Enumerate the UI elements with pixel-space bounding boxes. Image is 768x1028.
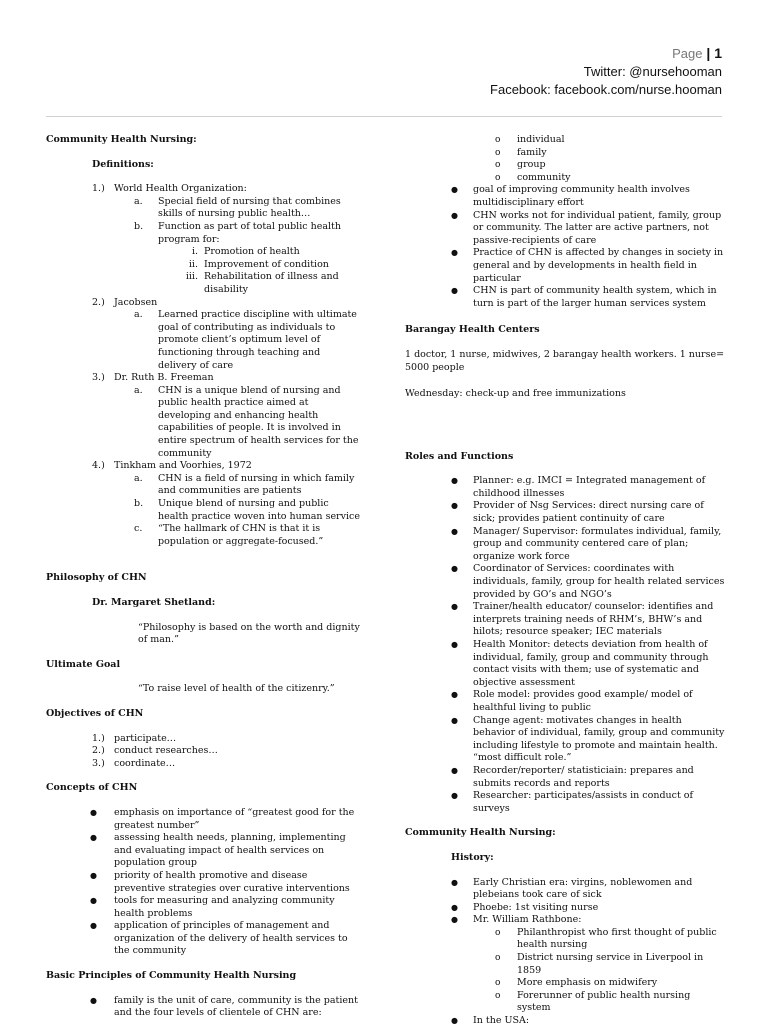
role-item: ● Recorder/reporter/ statisticiain: prepares and submits records and reports [451, 764, 694, 789]
twitter-handle: Twitter: @nursehooman [583, 64, 722, 79]
bullet-icon: ● [451, 1016, 458, 1026]
definition-item: a. Special field of nursing that combines skills of nursing public health… [134, 195, 341, 220]
bullet-icon: ● [451, 915, 458, 925]
definition-source: 1.) World Health Organization: [92, 183, 247, 195]
section-title: Community Health Nursing: [46, 134, 197, 145]
principles-title: Basic Principles of Community Health Nursing [46, 970, 297, 982]
bullet-icon: ● [90, 995, 97, 1005]
circle-bullet-icon: o [495, 978, 501, 989]
circle-bullet-icon: o [495, 147, 501, 158]
rathbone-item: o Forerunner of public health nursing system [495, 989, 691, 1014]
page-number: 1 [714, 45, 722, 61]
circle-bullet-icon: o [495, 135, 501, 145]
bullet-icon: ● [451, 185, 458, 195]
rathbone-item: o Philanthropist who first thought of public health nursing [495, 926, 717, 951]
circle-bullet-icon: o [495, 927, 501, 938]
bullet-icon: ● [451, 602, 458, 612]
role-item: ● Role model: provides good example/ model of healthful living to public [451, 689, 693, 713]
bullet-icon: ● [451, 902, 458, 912]
role-item: ● Manager/ Supervisor: formulates individual, family, group and community centered care of plan; organize work force [451, 525, 722, 562]
concept-item: ● assessing health needs, planning, implementing and evaluating impact of health services on population group [90, 832, 346, 869]
bullet-icon: ● [451, 690, 458, 700]
page-number-line [490, 44, 722, 63]
objective-item: 2.) conduct researches… [92, 745, 218, 757]
bullet-icon: ● [451, 248, 458, 258]
header-divider [46, 116, 722, 117]
concept-item: ● priority of health promotive and disease preventive strategies over curative interventions [90, 869, 350, 894]
circle-bullet-icon: o [495, 172, 501, 183]
philosophy-quote: “Philosophy is based on the worth and dignity of man.” [138, 621, 360, 646]
bullet-icon: ● [90, 896, 97, 906]
concept-item: ● tools for measuring and analyzing community health problems [90, 895, 335, 919]
role-item: ● Researcher: participates/assists in conduct of surveys [451, 790, 694, 814]
role-item: ● Provider of Nsg Services: direct nursing care of sick; provides patient continuity of care [451, 500, 704, 525]
role-item: ● Health Monitor: detects deviation from health of individual, family, group and community through contact visits with them; use of systematic and objective assessment [451, 639, 709, 688]
definition-item: a. CHN is a unique blend of nursing and public health practice aimed at developing and enhancing health capabilities of people. It is involved in entire spectrum of health services for the community [134, 384, 359, 459]
bullet-icon: ● [451, 640, 458, 649]
definition-subitem: i. Promotion of health [191, 246, 300, 258]
bhc-title: Barangay Health Centers [405, 324, 540, 336]
definitions-label: Definitions: [92, 158, 154, 170]
circle-bullet-icon: o [495, 990, 501, 1001]
history-item: ● Mr. William Rathbone: [451, 914, 582, 926]
page-separator: | 1 [706, 45, 722, 61]
facebook-link: Facebook: facebook.com/nurse.hooman [490, 82, 722, 97]
definition-item: b. Function as part of total public health program for: [134, 220, 341, 245]
objective-item: 3.) coordinate… [92, 757, 176, 769]
left-column [46, 134, 360, 1020]
history-item: ● Early Christian era: virgins, noblewomen and plebeians took care of sick [451, 876, 693, 901]
definition-source: 3.) Dr. Ruth B. Freeman [92, 372, 214, 384]
principle-item: ● family is the unit of care, community is the patient and the four levels of clientele of CHN are: [90, 994, 358, 1019]
role-item: ● Planner: e.g. IMCI = Integrated management of childhood illnesses [451, 475, 706, 499]
chn-title: Community Health Nursing: [405, 827, 556, 839]
principle-item: ● Practice of CHN is affected by changes in society in general and by developments in health field in particular [451, 247, 724, 284]
circle-bullet-icon: o [495, 953, 501, 964]
role-item: ● Coordinator of Services: coordinates with individuals, family, group for health related services provided by GO’s and NGO’s [451, 563, 725, 600]
definition-item: b. Unique blend of nursing and public health practice woven into human service [134, 498, 360, 522]
principle-item: ● goal of improving community health involves multidisciplinary effort [451, 184, 690, 208]
bullet-icon: ● [90, 807, 97, 817]
definition-source: 4.) Tinkham and Voorhies, 1972 [92, 460, 252, 472]
concept-item: ● application of principles of management and organization of the delivery of health services to the community [90, 920, 348, 957]
rathbone-item: o More emphasis on midwifery [495, 977, 658, 989]
clientele-item: o family [495, 146, 547, 158]
history-label: History: [451, 851, 494, 863]
definition-subitem: iii. Rehabilitation of illness and disability [185, 271, 339, 295]
bullet-icon: ● [451, 564, 458, 574]
philosophy-title: Philosophy of CHN [46, 572, 147, 584]
bullet-icon: ● [451, 526, 458, 536]
circle-bullet-icon: o [495, 160, 501, 171]
role-item: ● Trainer/health educator/ counselor: identifies and interprets training needs of RHM’s, BHW’s and hilots; resource speaker; IEC materials [451, 601, 714, 638]
rathbone-item: o District nursing service in Liverpool in 1859 [495, 952, 704, 976]
definition-item: a. Learned practice discipline with ultimate goal of contributing as individuals to promote client’s optimum level of functioning through teaching and delivery of care [134, 309, 357, 371]
bhc-wednesday: Wednesday: check-up and free immunizations [405, 388, 626, 400]
definition-source: 2.) Jacobsen [92, 296, 158, 308]
clientele-item: o group [495, 159, 546, 171]
bullet-icon: ● [451, 791, 458, 801]
clientele-item: o individual [495, 134, 565, 145]
bullet-icon: ● [90, 870, 97, 880]
bullet-icon: ● [451, 286, 458, 296]
philosophy-author: Dr. Margaret Shetland: [92, 597, 216, 608]
role-item: ● Change agent: motivates changes in health behavior of individual, family, group and community including lifestyle to promote and maintain health. “most difficult role.” [451, 714, 725, 764]
history-item: ● In the USA: [451, 1015, 530, 1027]
page-label: Page [672, 46, 703, 61]
principle-item: ● CHN is part of community health system, which in turn is part of the larger human services system [451, 285, 717, 309]
concepts-title: Concepts of CHN [46, 782, 138, 794]
goal-quote: “To raise level of health of the citizenry.” [138, 683, 335, 695]
bullet-icon: ● [451, 715, 458, 725]
bullet-icon: ● [451, 476, 458, 486]
bullet-icon: ● [451, 877, 458, 887]
history-item: ● Phoebe: 1st visiting nurse [451, 901, 599, 913]
bullet-icon: ● [90, 833, 97, 843]
roles-title: Roles and Functions [405, 450, 514, 462]
principle-item: ● CHN works not for individual patient, family, group or community. The latter are active partners, not passive-recipients of care [451, 209, 722, 246]
page-header [490, 44, 722, 99]
goal-title: Ultimate Goal [46, 658, 121, 670]
bullet-icon: ● [451, 210, 458, 220]
definition-subitem: ii. Improvement of condition [188, 258, 329, 270]
bullet-icon: ● [451, 765, 458, 775]
definition-item: c. “The hallmark of CHN is that it is population or aggregate-focused.” [134, 523, 324, 547]
definition-item: a. CHN is a field of nursing in which family and communities are patients [134, 472, 355, 497]
objective-item: 1.) participate… [92, 732, 177, 744]
concept-item: ● emphasis on importance of “greatest good for the greatest number” [90, 806, 355, 831]
clientele-item: o community [495, 171, 571, 183]
bullet-icon: ● [451, 501, 458, 511]
right-column [405, 134, 725, 1028]
bhc-staff: 1 doctor, 1 nurse, midwives, 2 barangay health workers. 1 nurse= 5000 people [405, 348, 725, 373]
bullet-icon: ● [90, 921, 97, 931]
objectives-title: Objectives of CHN [46, 707, 144, 719]
